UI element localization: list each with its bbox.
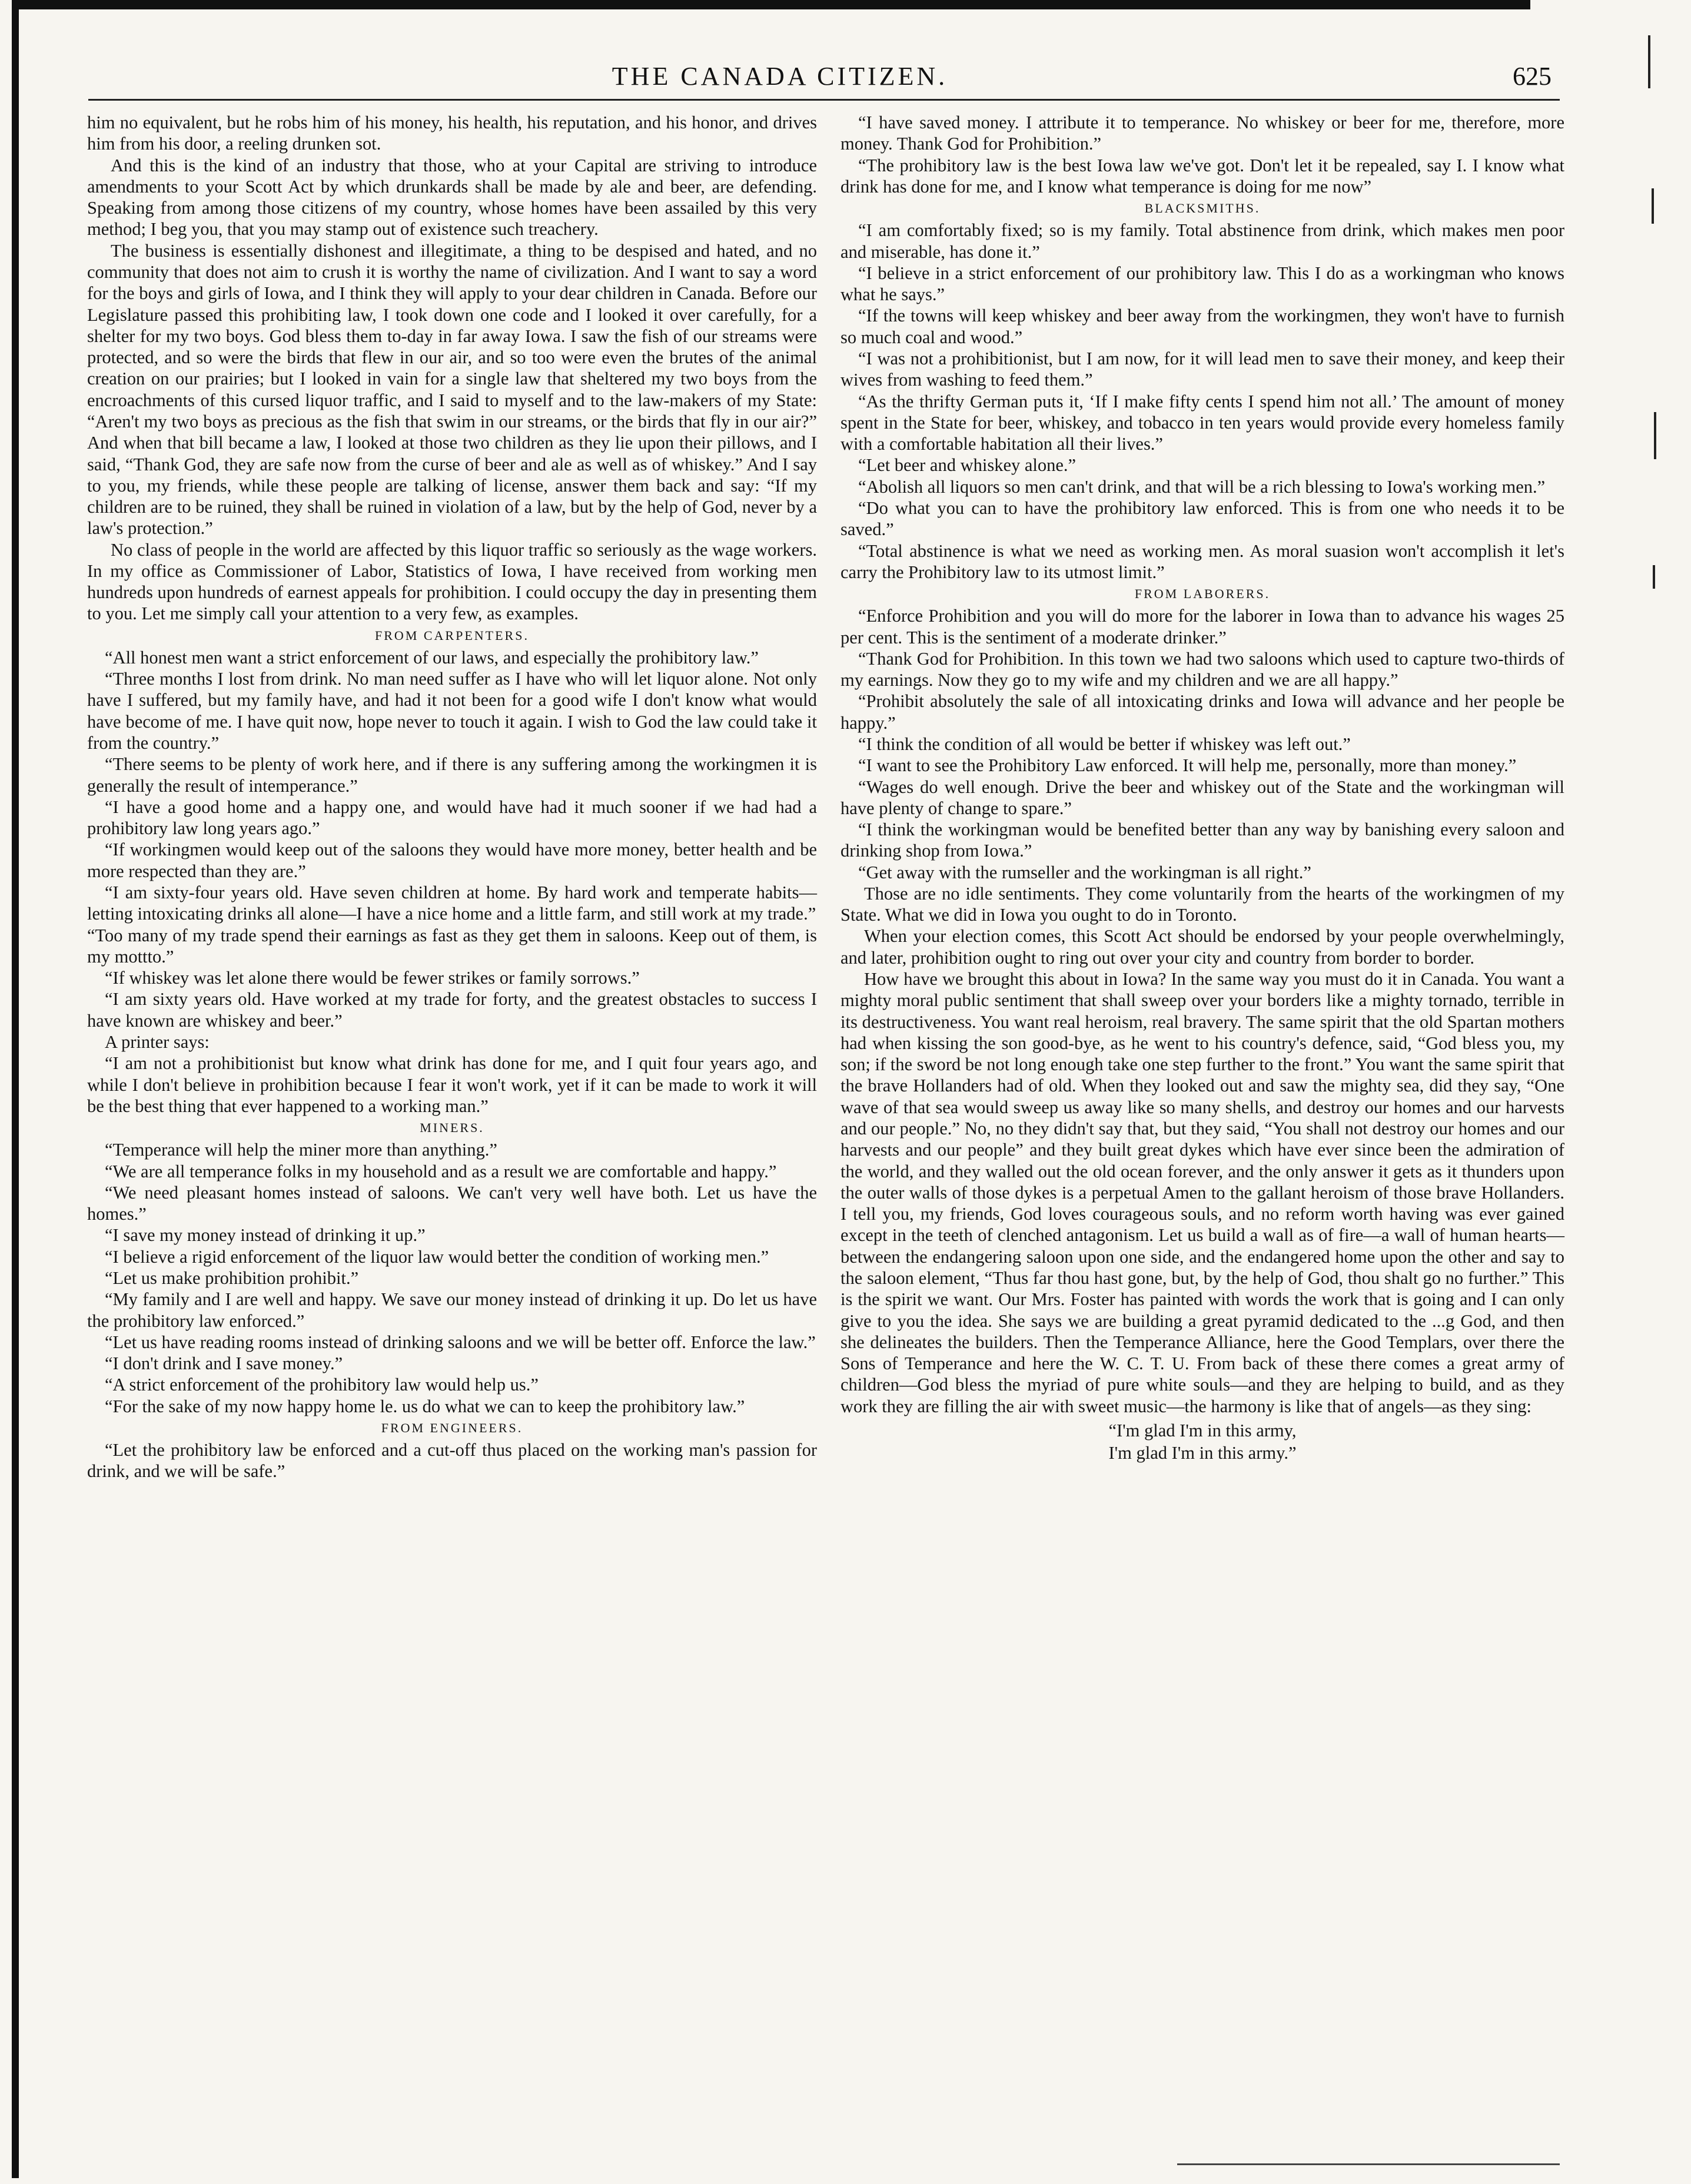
- paragraph: “I don't drink and I save money.”: [105, 1353, 343, 1374]
- paragraph: “If the towns will keep whiskey and beer away from the workingmen, they won't have to furnish so much coal and wood.”: [840, 306, 1564, 347]
- paragraph: “Let us make prohibition prohibit.”: [105, 1267, 359, 1288]
- paragraph: “For the sake of my now happy home le. us do what we can to keep the prohibitory law.”: [105, 1396, 745, 1416]
- paragraph: “Do what you can to have the prohibitory law enforced. This is from one who needs it to be saved.”: [840, 497, 1564, 540]
- masthead-title: THE CANADA CITIZEN.: [612, 62, 948, 91]
- paragraph: “We need pleasant homes instead of saloons. We can't very well have both. Let us have the homes.”: [87, 1182, 817, 1224]
- paragraph: “I think the workingman would be benefited better than any way by banishing every saloon and drinking shop from Iowa.”: [840, 819, 1564, 861]
- paragraph: him no equivalent, but he robs him of his money, his health, his reputation, and his honor, and drives him from his door, a reeling drunken sot.: [87, 112, 817, 154]
- paragraph: “I am not a prohibitionist but know what drink has done for me, and I quit four years ago, and while I don't believe in prohibition because I fear it won't work, yet if it can be made to work it will be the best thing that ever happened to a working man.”: [87, 1053, 817, 1116]
- paragraph: “Let us have reading rooms instead of drinking saloons and we will be better off. Enforce the law.”: [105, 1332, 816, 1352]
- paragraph: “I believe a rigid enforcement of the liquor law would better the condition of working men.”: [105, 1246, 769, 1267]
- paragraph: “I am comfortably fixed; so is my family. Total abstinence from drink, which makes men poor and miserable, has done it.”: [840, 220, 1564, 262]
- section-heading: FROM CARPENTERS.: [375, 628, 529, 643]
- top-border-rule: [12, 0, 1530, 9]
- section-heading: MINERS.: [420, 1120, 484, 1136]
- paragraph: “I save my money instead of drinking it up.”: [105, 1225, 426, 1246]
- verse-line: “I'm glad I'm in this army,: [1108, 1420, 1297, 1440]
- left-column: [87, 112, 817, 1482]
- left-border-rule: [12, 0, 19, 2178]
- paragraph: “My family and I are well and happy. We save our money instead of drinking it up. Do let us have the prohibitory law enforced.”: [87, 1289, 817, 1331]
- paragraph: “Thank God for Prohibition. In this town we had two saloons which used to capture two-thirds of my earnings. Now they go to my wife and my children and we are all happy.”: [840, 648, 1564, 691]
- margin-mark: [1653, 565, 1655, 589]
- right-column: [840, 112, 1564, 1464]
- paragraph: “Abolish all liquors so men can't drink, and that will be a rich blessing to Iowa's working men.”: [858, 476, 1546, 497]
- paragraph: “Temperance will help the miner more than anything.”: [105, 1140, 497, 1160]
- margin-annotation-marks: [1636, 35, 1672, 742]
- margin-mark: [1652, 188, 1654, 224]
- paragraph: “If whiskey was let alone there would be fewer strikes or family sorrows.”: [105, 968, 640, 988]
- section-heading: FROM LABORERS.: [1134, 586, 1271, 602]
- margin-mark: [1648, 35, 1650, 88]
- paragraph: “All honest men want a strict enforcement of our laws, and especially the prohibitory law.”: [105, 647, 759, 668]
- paragraph: “Total abstinence is what we need as working men. As moral suasion won't accomplish it let's carry the Prohibitory law to its utmost limit.”: [840, 540, 1564, 582]
- margin-mark: [1654, 412, 1656, 459]
- paragraph: “If workingmen would keep out of the saloons they would have more money, better health and be more respected than they are.”: [87, 839, 817, 881]
- paragraph: “Three months I lost from drink. No man need suffer as I have who will let liquor alone. Not only have I suffered, but my family have, and had it not been for a good wife I don't know what would have become of me. I have quit now, hope never to touch it again. I wish to God the law could take it from the country.”: [87, 669, 817, 754]
- paragraph: “Let beer and whiskey alone.”: [858, 455, 1077, 476]
- section-heading: FROM ENGINEERS.: [381, 1420, 523, 1435]
- paragraph: How have we brought this about in Iowa? In the same way you must do it in Canada. You want a mighty moral public sentiment that shall sweep over your borders like a mighty tornado, terrible in its destructiveness. You want real heroism, real bravery. The same spirit that the old Spartan mothers had when kissing the son good-bye, as he went to his country's defence, said, “God bless you, my son; if the sword be not long enough take one step further to the front.” You want the same spirit that the brave Hollanders had of old. When they looked out and saw the mighty sea, did they say, “One wave of that sea would sweep us away like so many shells, and destroy our homes and our harvests and our people.” No, no they didn't say that, but they said, “You shall not destroy our homes and our harvests and our people” and they built great dykes which have ever since been the admiration of the world, and they walled out the old ocean forever, and the only answer it gets as it thunders upon the outer walls of those dykes is a perpetual Amen to the gallant heroism of those brave Hollanders. I tell you, my friends, God loves courageous souls, and no reform worth having was ever gained except in the teeth of clenched antagonism. Let us build a wall as of fire—a wall of human hearts—between the endangering saloon upon one side, and the endangered home upon the other and say to the saloon element, “Thus far thou hast gone, but, by the help of God, thou shalt go no further.” This is the spirit we want. Our Mrs. Foster has painted with words the work that is going and I can only give to you the idea. She says we are building a great pyramid dedicated to the ...g God, and then she delineates the builders. Then the Temperance Alliance, here the Good Templars, over there the Sons of Temperance and here the W. C. T. U. From back of these there comes a great army of children—God bless the myriad of pure white souls—and they are helping to build, and as they work they are filling the air with sweet music—the harmony is like that of angels—as they sing:: [840, 969, 1564, 1416]
- paragraph: “I think the condition of all would be better if whiskey was left out.”: [858, 733, 1351, 754]
- paragraph: “I am sixty years old. Have worked at my trade for forty, and the greatest obstacles to success I have known are whiskey and beer.”: [87, 989, 817, 1031]
- paragraph: “There seems to be plenty of work here, and if there is any suffering among the workingmen it is generally the result of intemperance.”: [87, 754, 817, 796]
- paragraph: A printer says:: [105, 1031, 210, 1052]
- paragraph: “I have saved money. I attribute it to temperance. No whiskey or beer for me, therefore, more money. Thank God for Prohibition.”: [840, 112, 1564, 154]
- paragraph: “A strict enforcement of the prohibitory law would help us.”: [105, 1375, 539, 1395]
- paragraph: “Let the prohibitory law be enforced and a cut-off thus placed on the working man's passion for drink, and we will be safe.”: [87, 1440, 817, 1482]
- header-rule: [88, 99, 1560, 101]
- paragraph: “I am sixty-four years old. Have seven children at home. By hard work and temperate habits—letting intoxicating drinks all alone—I have a nice home and a little farm, and still work at my trade.”: [87, 882, 817, 924]
- paragraph: “Too many of my trade spend their earnings as fast as they get them in saloons. Keep out of them, is my mottto.”: [87, 925, 817, 967]
- paragraph: “We are all temperance folks in my household and as a result we are comfortable and happy.”: [105, 1161, 777, 1181]
- paragraph: “Get away with the rumseller and the workingman is all right.”: [858, 862, 1311, 882]
- paragraph: Those are no idle sentiments. They come voluntarily from the hearts of the workingmen of my State. What we did in Iowa you ought to do in Toronto.: [840, 883, 1564, 925]
- page-number: 625: [1513, 62, 1552, 91]
- paragraph: “I believe in a strict enforcement of our prohibitory law. This I do as a workingman who knows what he says.”: [840, 263, 1564, 305]
- paragraph: “I have a good home and a happy one, and would have had it much sooner if we had had a prohibitory law long years ago.”: [87, 796, 817, 839]
- paragraph: No class of people in the world are affected by this liquor traffic so seriously as the wage workers. In my office as Commissioner of Labor, Statistics of Iowa, I have received from working men hundreds upon hundreds of earnest appeals for prohibition. I could occupy the day in presenting them to you. Let me simply call your attention to a very few, as examples.: [87, 539, 818, 624]
- paragraph: “The prohibitory law is the best Iowa law we've got. Don't let it be repealed, say I. I know what drink has done for me, and I know what temperance is doing for me now”: [840, 155, 1564, 197]
- paragraph: “I was not a prohibitionist, but I am now, for it will lead men to save their money, and keep their wives from washing to feed them.”: [840, 348, 1564, 390]
- paragraph: “I want to see the Prohibitory Law enforced. It will help me, personally, more than money.”: [858, 755, 1517, 776]
- paragraph: “Enforce Prohibition and you will do more for the laborer in Iowa than to advance his wages 25 per cent. This is the sentiment of a moderate drinker.”: [840, 606, 1564, 648]
- paragraph: The business is essentially dishonest and illegitimate, a thing to be despised and hated, and no community that does not aim to crush it is worthy the name of civilization. And I want to say a word for the boys and girls of Iowa, and I think they will apply to your dear children in Canada. Before our Legislature passed this prohibiting law, I took down one code and I looked it over carefully, for a shelter for my two boys. God bless them to-day in far away Iowa. I saw the fish of our streams were protected, and so were the birds that flew in our air, and so too were even the brutes of the animal creation on our prairies; but I looked in vain for a single law that sheltered my two boys from the encroachments of this cursed liquor traffic, and I said to myself and to the law-makers of my State: “Aren't my two boys as precious as the fish that swim in our streams, or the birds that fly in our air?” And when that bill became a law, I looked at those two children as they lie upon their pillows, and I said, “Thank God, they are safe now from the curse of beer and ale as well as of whiskey.” And I say to you, my friends, while these people are talking of license, answer them back and say: “If my children are to be ruined, they shall be ruined in violation of a law, but by the help of God, never by a law's protection.”: [87, 240, 817, 539]
- paragraph: When your election comes, this Scott Act should be endorsed by your people overwhelmingly, and later, prohibition ought to ring out over your city and country from border to border.: [840, 926, 1564, 968]
- section-heading: BLACKSMITHS.: [1144, 201, 1261, 216]
- verse-line: I'm glad I'm in this army.”: [1108, 1443, 1297, 1463]
- verse-quote: [840, 1419, 1564, 1464]
- paragraph: “Wages do well enough. Drive the beer and whiskey out of the State and the workingman will have plenty of change to spare.”: [840, 776, 1564, 818]
- paragraph: “Prohibit absolutely the sale of all intoxicating drinks and Iowa will advance and her people be happy.”: [840, 691, 1564, 733]
- bottom-rule: [1177, 2163, 1560, 2165]
- paragraph: And this is the kind of an industry that those, who at your Capital are striving to introduce amendments to your Scott Act by which drunkards shall be made by ale and beer, are defending. Speaking from among those citizens of my country, whose homes have been assailed by this very method; I beg you, that you may stamp out of existence such treachery.: [87, 155, 817, 240]
- paragraph: “As the thrifty German puts it, ‘If I make fifty cents I spend him not all.’ The amount of money spent in the State for beer, whiskey, and tobacco in ten years would provide every homeless family with a comfortable habitation all their lives.”: [840, 391, 1564, 454]
